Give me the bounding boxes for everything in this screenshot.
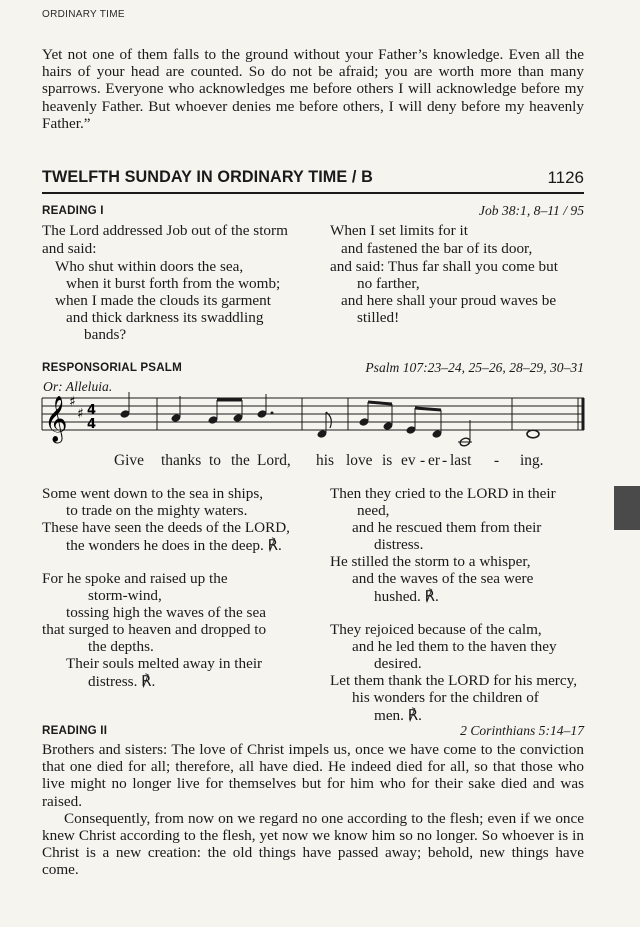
reading1-label: READING I xyxy=(42,204,104,217)
verse-line: bands? xyxy=(84,326,127,343)
lyric: ing. xyxy=(520,452,544,469)
reading2-label: READING II xyxy=(42,724,108,737)
lyric: thanks xyxy=(161,452,202,469)
verse-line: The Lord addressed Job out of the storm xyxy=(42,222,288,239)
lyric: Give xyxy=(114,452,144,469)
beam xyxy=(368,402,392,404)
verse-line: and he led them to the haven they xyxy=(352,638,557,655)
verse-line: distress. xyxy=(374,536,424,553)
page-edge-tab xyxy=(614,486,640,530)
verse-line: Who shut within doors the sea, xyxy=(55,258,244,275)
verse-line: and he rescued them from their xyxy=(352,519,542,536)
verse-line: his wonders for the children of xyxy=(352,689,539,706)
verse-line: He stilled the storm to a whisper, xyxy=(330,553,531,570)
verse-line: need, xyxy=(357,502,390,519)
verse-line: storm-wind, xyxy=(88,587,162,604)
time-signature-top: 4 xyxy=(87,403,97,418)
time-signature-bottom: 4 xyxy=(87,417,97,432)
verse-line: For he spoke and raised up the xyxy=(42,570,228,587)
verse-line: the depths. xyxy=(88,638,154,655)
sharp-icon: ♯ xyxy=(77,406,84,422)
verse-line: and thick darkness its swaddling xyxy=(66,309,264,326)
title-rule xyxy=(42,192,584,194)
verse-line: and said: xyxy=(42,240,97,257)
lyric: Lord, xyxy=(257,452,291,469)
lyric: - xyxy=(494,452,500,469)
lyric: his xyxy=(316,452,334,469)
verse-line: and said: Thus far shall you come but xyxy=(330,258,558,275)
treble-clef-icon: 𝄞 xyxy=(44,396,68,442)
verse-line: the wonders he does in the deep. ℟. xyxy=(66,537,282,554)
verse-line: hushed. ℟. xyxy=(374,588,439,605)
lyric: - xyxy=(442,452,448,469)
reading1-citation: Job 38:1, 8–11 / 95 xyxy=(478,203,584,218)
whole-note xyxy=(527,430,539,438)
music-staff xyxy=(0,390,640,450)
verse-line: stilled! xyxy=(357,309,400,326)
running-header: ORDINARY TIME xyxy=(42,9,125,20)
verse-line: men. ℟. xyxy=(374,707,422,724)
dot xyxy=(271,412,274,415)
verse-line: Their souls melted away in their xyxy=(66,655,263,672)
verse-line: tossing high the waves of the sea xyxy=(66,604,266,621)
verse-line: Some went down to the sea in ships, xyxy=(42,485,264,502)
lyric: last xyxy=(450,452,472,469)
previous-reading-text: Yet not one of them falls to the ground without your Father’s knowledge. Even all the hairs of your head are counted. So do not be afraid; you are worth more than many sparrows. Everyone who acknowledges me before others I will acknowledge before my heavenly Father. But whoever denies me before others, I will deny before my heavenly Father.” xyxy=(42,46,584,132)
verse-line: that surged to heaven and dropped to xyxy=(42,621,267,638)
lyric: is xyxy=(382,452,393,469)
beam xyxy=(415,408,441,410)
verse-line: no farther, xyxy=(357,275,420,292)
paragraph: Brothers and sisters: The love of Christ impels us, once we have come to the conviction that one died for all; therefore, all have died. He indeed died for all, so that those who live might no longer live for themselves but for him who for their sake died and was raised. xyxy=(42,741,584,810)
lyric: love xyxy=(346,452,373,469)
verse-line: to trade on the mighty waters. xyxy=(66,502,248,519)
verse-line: when I made the clouds its garment xyxy=(55,292,271,309)
verse-line: Then they cried to the LORD in their xyxy=(330,485,556,502)
verse-line: when it burst forth from the womb; xyxy=(66,275,281,292)
page-number: 1126 xyxy=(547,168,584,187)
verse-line: Let them thank the LORD for his mercy, xyxy=(330,672,578,689)
psalm-alternate: Or: Alleluia. xyxy=(43,379,113,394)
paragraph: Consequently, from now on we regard no one according to the flesh; even if we once knew Christ according to the flesh, yet now we know him so no longer. So whoever is in Christ is a new creation: the old things have passed away; behold, new things have come. xyxy=(42,809,584,879)
verse-line: They rejoiced because of the calm, xyxy=(330,621,542,638)
verse-line: and here shall your proud waves be xyxy=(341,292,557,309)
reading2-text xyxy=(42,741,584,879)
lyric: the xyxy=(231,452,250,469)
verse-line: When I set limits for it xyxy=(330,222,468,239)
psalm-citation: Psalm 107:23–24, 25–26, 28–29, 30–31 xyxy=(365,360,584,375)
verse-line: These have seen the deeds of the LORD, xyxy=(42,519,290,536)
section-title: TWELFTH SUNDAY IN ORDINARY TIME / B xyxy=(42,168,373,186)
lyric: to xyxy=(209,452,221,469)
lyric: - xyxy=(420,452,426,469)
verse-line: and fastened the bar of its door, xyxy=(341,240,533,257)
verse-line: desired. xyxy=(374,655,422,672)
lyric: er xyxy=(428,452,440,469)
verse-line: and the waves of the sea were xyxy=(352,570,534,587)
psalm-label: RESPONSORIAL PSALM xyxy=(42,361,182,374)
sharp-icon: ♯ xyxy=(69,394,76,410)
reading2-citation: 2 Corinthians 5:14–17 xyxy=(460,723,584,738)
lyric: ev xyxy=(401,452,416,469)
verse-line: distress. ℟. xyxy=(88,673,156,690)
